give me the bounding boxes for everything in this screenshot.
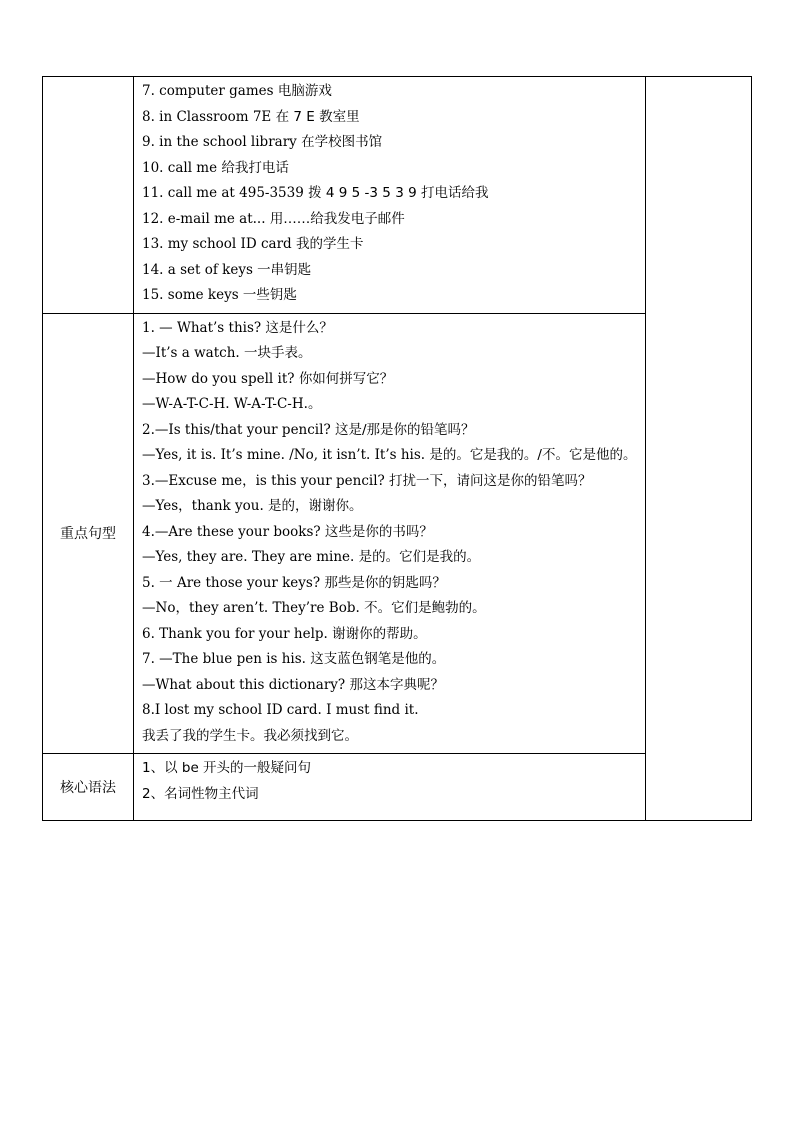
english-text: 8.I lost my school ID card. I must find it. xyxy=(142,702,419,718)
english-text: 9. in the school library xyxy=(142,134,302,150)
text-line xyxy=(142,756,639,782)
text-line xyxy=(142,232,639,258)
english-text: —How do you spell it? xyxy=(142,370,299,387)
text-line xyxy=(142,130,639,156)
chinese-text: 我丢了我的学生卡。我必须找到它。 xyxy=(142,727,358,744)
english-text: 13. my school ID card xyxy=(142,236,296,252)
english-text: —Yes, it is. It’s mine. /No, it isn’t. It’s his. xyxy=(142,447,430,463)
text-line xyxy=(142,79,639,105)
text-line xyxy=(142,596,639,622)
chinese-text: 谢谢你的帮助。 xyxy=(332,625,427,642)
sentences-content-cell xyxy=(134,313,646,754)
english-text: 6. Thank you for your help. xyxy=(142,625,333,642)
text-line xyxy=(142,698,639,724)
chinese-text: 2、名词性物主代词 xyxy=(142,785,259,802)
text-line xyxy=(142,647,639,673)
english-text: 4.—Are these your books? xyxy=(142,523,325,540)
text-line xyxy=(142,418,639,444)
text-line xyxy=(142,156,639,182)
chinese-text: 这支蓝色钢笔是他的。 xyxy=(310,651,446,667)
english-text: —Yes，thank you. xyxy=(142,498,269,514)
chinese-text: 一些钥匙 xyxy=(242,287,297,303)
worksheet-table xyxy=(42,76,752,821)
chinese-text: 那这本字典呢？ xyxy=(349,676,444,693)
text-line xyxy=(142,494,639,520)
grammar-row xyxy=(43,754,752,821)
chinese-text: 是的，谢谢你。 xyxy=(268,498,363,514)
chinese-text: 我的学生卡 xyxy=(295,236,364,252)
vocab-label-cell xyxy=(43,77,134,314)
text-line xyxy=(142,341,639,367)
text-line xyxy=(142,181,639,207)
chinese-text: 在学校图书馆 xyxy=(301,134,383,150)
chinese-text: 一块手表。 xyxy=(243,345,312,361)
text-line xyxy=(142,258,639,284)
chinese-text: 1、以 be 开头的一般疑问句 xyxy=(142,760,312,776)
chinese-text: 你如何拼写它？ xyxy=(298,370,394,387)
chinese-text: 那些是你的钥匙吗？ xyxy=(324,574,446,591)
english-text: —Yes, they are. They are mine. xyxy=(142,549,359,565)
text-line xyxy=(142,673,639,699)
grammar-content-cell xyxy=(134,754,646,821)
chinese-text: 一串钥匙 xyxy=(257,261,312,278)
english-text: 1. — What’s this? xyxy=(142,319,266,336)
english-text: —It’s a watch. xyxy=(142,345,244,361)
text-line xyxy=(142,283,639,309)
chinese-text: 这是什么？ xyxy=(265,319,333,336)
chinese-text: 给我打电话 xyxy=(221,159,289,176)
text-line xyxy=(142,571,639,597)
text-line xyxy=(142,207,639,233)
sentences-row xyxy=(43,313,752,754)
chinese-text: 这是/那是你的铅笔吗？ xyxy=(334,421,475,438)
english-text: 5. 一 Are those your keys? xyxy=(142,574,325,591)
english-text: 14. a set of keys xyxy=(142,261,258,278)
english-text: 15. some keys xyxy=(142,287,243,303)
chinese-text: 是的。它是我的。/不。它是他的。 xyxy=(429,447,637,463)
text-line xyxy=(142,782,639,808)
chinese-text: 电脑游戏 xyxy=(277,83,332,99)
notes-cell xyxy=(646,77,752,821)
english-text: 7. computer games xyxy=(142,83,278,99)
text-line xyxy=(142,392,639,418)
english-text: 2.—Is this/that your pencil? xyxy=(142,421,335,438)
chinese-text: 是的。它们是我的。 xyxy=(358,549,481,565)
english-text: 10. call me xyxy=(142,159,222,176)
chinese-text: 在 7 E 教室里 xyxy=(275,108,360,125)
sentences-label: 重点句型 xyxy=(43,313,134,754)
english-text: 3.—Excuse me，is this your pencil? xyxy=(142,472,390,489)
grammar-label: 核心语法 xyxy=(43,754,134,821)
text-line xyxy=(142,367,639,393)
english-text: —What about this dictionary? xyxy=(142,676,350,693)
english-text: —No，they aren’t. They’re Bob. xyxy=(142,600,365,616)
chinese-text: 这些是你的书吗？ xyxy=(324,523,433,540)
text-line xyxy=(142,105,639,131)
text-line xyxy=(142,443,639,469)
chinese-text: 用……给我发电子邮件 xyxy=(269,210,405,227)
text-line xyxy=(142,520,639,546)
english-text: 8. in Classroom 7E xyxy=(142,108,276,125)
text-line xyxy=(142,545,639,571)
chinese-text: 打扰一下，请问这是你的铅笔吗？ xyxy=(389,472,592,489)
text-line xyxy=(142,316,639,342)
vocab-row xyxy=(43,77,752,314)
english-text: 12. e-mail me at... xyxy=(142,210,270,227)
english-text: 7. —The blue pen is his. xyxy=(142,651,311,667)
chinese-text: 拨 4 9 5 -3 5 3 9 打电话给我 xyxy=(308,185,489,201)
text-line xyxy=(142,622,639,648)
english-text: 11. call me at 495-3539 xyxy=(142,185,309,201)
vocab-content-cell xyxy=(134,77,646,314)
chinese-text: 不。它们是鲍勃的。 xyxy=(364,600,486,616)
text-line xyxy=(142,724,639,750)
chinese-text: 。 xyxy=(307,396,322,412)
text-line xyxy=(142,469,639,495)
english-text: —W-A-T-C-H. W-A-T-C-H. xyxy=(142,396,308,412)
